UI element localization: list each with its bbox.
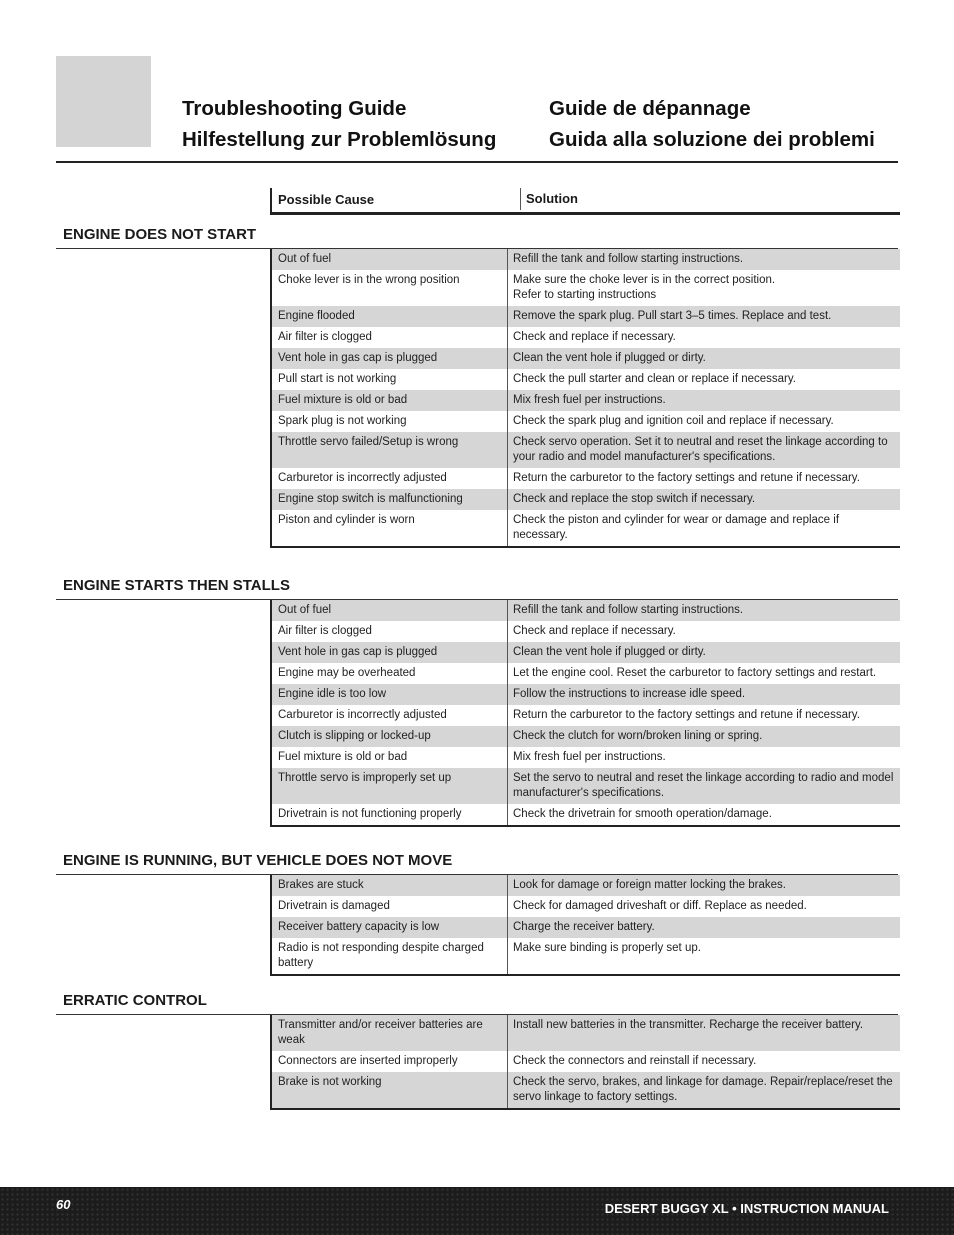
solution-cell: Check the drivetrain for smooth operation/damage. (513, 808, 772, 820)
table-row (272, 432, 900, 468)
cause-cell: Vent hole in gas cap is plugged (272, 642, 508, 663)
cause-cell: Carburetor is incorrectly adjusted (272, 705, 508, 726)
solution-cell: Follow the instructions to increase idle speed. (513, 688, 746, 700)
cause-cell: Engine stop switch is malfunctioning (272, 489, 508, 510)
solution-cell: Check servo operation. Set it to neutral and reset the linkage according to your radio and model manufacturer's specifications. (513, 436, 888, 463)
solution-cell: Check and replace the stop switch if necessary. (513, 493, 756, 505)
table-row (272, 642, 900, 663)
section (56, 991, 898, 1110)
cause-cell: Brake is not working (272, 1072, 508, 1108)
cause-cell: Fuel mixture is old or bad (272, 747, 508, 768)
column-header-cause: Possible Cause (278, 192, 375, 207)
troubleshooting-table (270, 1015, 900, 1110)
manual-title: DESERT BUGGY XL • INSTRUCTION MANUAL (604, 1201, 889, 1216)
page-footer (0, 1187, 954, 1235)
table-row (272, 468, 900, 489)
table-row (272, 369, 900, 390)
cause-cell: Clutch is slipping or locked-up (272, 726, 508, 747)
solution-cell: Return the carburetor to the factory settings and retune if necessary. (513, 472, 860, 484)
solution-cell: Check and replace if necessary. (513, 625, 676, 637)
solution-cell: Refill the tank and follow starting instructions. (513, 253, 744, 265)
table-row (272, 875, 900, 896)
solution-cell: Check the spark plug and ignition coil and replace if necessary. (513, 415, 834, 427)
solution-cell: Make sure the choke lever is in the correct position. Refer to starting instructions (513, 274, 776, 301)
solution-cell: Clean the vent hole if plugged or dirty. (513, 352, 706, 364)
section-title: ENGINE IS RUNNING, BUT VEHICLE DOES NOT MOVE (63, 852, 453, 869)
cause-cell: Engine idle is too low (272, 684, 508, 705)
title-german: Hilfestellung zur Problemlösung (182, 128, 497, 151)
section-title: ERRATIC CONTROL (63, 992, 207, 1009)
solution-cell: Check the piston and cylinder for wear or damage and replace if necessary. (513, 514, 840, 541)
table-row (272, 1051, 900, 1072)
title-french: Guide de dépannage (549, 97, 751, 120)
solution-cell: Set the servo to neutral and reset the linkage according to radio and model manufacturer's specifications. (513, 772, 894, 799)
cause-cell: Transmitter and/or receiver batteries are weak (272, 1015, 508, 1051)
cause-cell: Brakes are stuck (272, 875, 508, 896)
table-row (272, 270, 900, 306)
table-row (272, 621, 900, 642)
cause-cell: Drivetrain is not functioning properly (272, 804, 508, 825)
section (56, 225, 898, 548)
table-row (272, 684, 900, 705)
cause-cell: Throttle servo failed/Setup is wrong (272, 432, 508, 468)
cause-cell: Air filter is clogged (272, 327, 508, 348)
header-divider (56, 161, 898, 163)
solution-cell: Check the connectors and reinstall if necessary. (513, 1055, 757, 1067)
cause-cell: Connectors are inserted improperly (272, 1051, 508, 1072)
cause-cell: Receiver battery capacity is low (272, 917, 508, 938)
column-header-solution: Solution (520, 188, 578, 210)
column-header (270, 188, 900, 215)
cause-cell: Drivetrain is damaged (272, 896, 508, 917)
cause-cell: Fuel mixture is old or bad (272, 390, 508, 411)
table-row (272, 489, 900, 510)
solution-cell: Install new batteries in the transmitter. Recharge the receiver battery. (513, 1019, 864, 1031)
table-row (272, 390, 900, 411)
section-title: ENGINE DOES NOT START (63, 226, 257, 243)
troubleshooting-table (270, 600, 900, 827)
table-row (272, 1072, 900, 1108)
solution-cell: Mix fresh fuel per instructions. (513, 751, 666, 763)
header-gray-block (56, 56, 151, 147)
solution-cell: Check the servo, brakes, and linkage for damage. Repair/replace/reset the servo linkage to factory settings. (513, 1076, 893, 1103)
title-english: Troubleshooting Guide (182, 97, 407, 120)
table-row (272, 327, 900, 348)
cause-cell: Throttle servo is improperly set up (272, 768, 508, 804)
cause-cell: Choke lever is in the wrong position (272, 270, 508, 306)
solution-cell: Remove the spark plug. Pull start 3–5 times. Replace and test. (513, 310, 832, 322)
cause-cell: Engine flooded (272, 306, 508, 327)
cause-cell: Radio is not responding despite charged battery (272, 938, 508, 974)
section (56, 576, 898, 827)
table-row (272, 726, 900, 747)
cause-cell: Engine may be overheated (272, 663, 508, 684)
cause-cell: Vent hole in gas cap is plugged (272, 348, 508, 369)
table-row (272, 348, 900, 369)
table-row (272, 747, 900, 768)
solution-cell: Return the carburetor to the factory settings and retune if necessary. (513, 709, 860, 721)
page-number: 60 (56, 1197, 71, 1212)
table-row (272, 663, 900, 684)
table-row (272, 600, 900, 621)
troubleshooting-table (270, 249, 900, 548)
troubleshooting-table (270, 875, 900, 976)
solution-cell: Let the engine cool. Reset the carburetor to factory settings and restart. (513, 667, 877, 679)
solution-cell: Clean the vent hole if plugged or dirty. (513, 646, 706, 658)
solution-cell: Mix fresh fuel per instructions. (513, 394, 666, 406)
cause-cell: Pull start is not working (272, 369, 508, 390)
cause-cell: Piston and cylinder is worn (272, 510, 508, 546)
cause-cell: Out of fuel (272, 249, 508, 270)
table-row (272, 917, 900, 938)
solution-cell: Check the clutch for worn/broken lining or spring. (513, 730, 763, 742)
cause-cell: Out of fuel (272, 600, 508, 621)
table-row (272, 306, 900, 327)
section-title: ENGINE STARTS THEN STALLS (63, 577, 290, 594)
table-row (272, 411, 900, 432)
solution-cell: Check the pull starter and clean or replace if necessary. (513, 373, 796, 385)
title-italian: Guida alla soluzione dei problemi (549, 128, 875, 151)
table-row (272, 249, 900, 270)
table-row (272, 938, 900, 974)
table-row (272, 896, 900, 917)
cause-cell: Spark plug is not working (272, 411, 508, 432)
solution-cell: Check and replace if necessary. (513, 331, 676, 343)
table-row (272, 705, 900, 726)
table-row (272, 510, 900, 546)
cause-cell: Air filter is clogged (272, 621, 508, 642)
section (56, 851, 898, 976)
solution-cell: Look for damage or foreign matter locking the brakes. (513, 879, 786, 891)
table-row (272, 1015, 900, 1051)
solution-cell: Charge the receiver battery. (513, 921, 655, 933)
solution-cell: Check for damaged driveshaft or diff. Replace as needed. (513, 900, 807, 912)
table-row (272, 768, 900, 804)
solution-cell: Refill the tank and follow starting instructions. (513, 604, 744, 616)
table-row (272, 804, 900, 825)
solution-cell: Make sure binding is properly set up. (513, 942, 701, 954)
cause-cell: Carburetor is incorrectly adjusted (272, 468, 508, 489)
